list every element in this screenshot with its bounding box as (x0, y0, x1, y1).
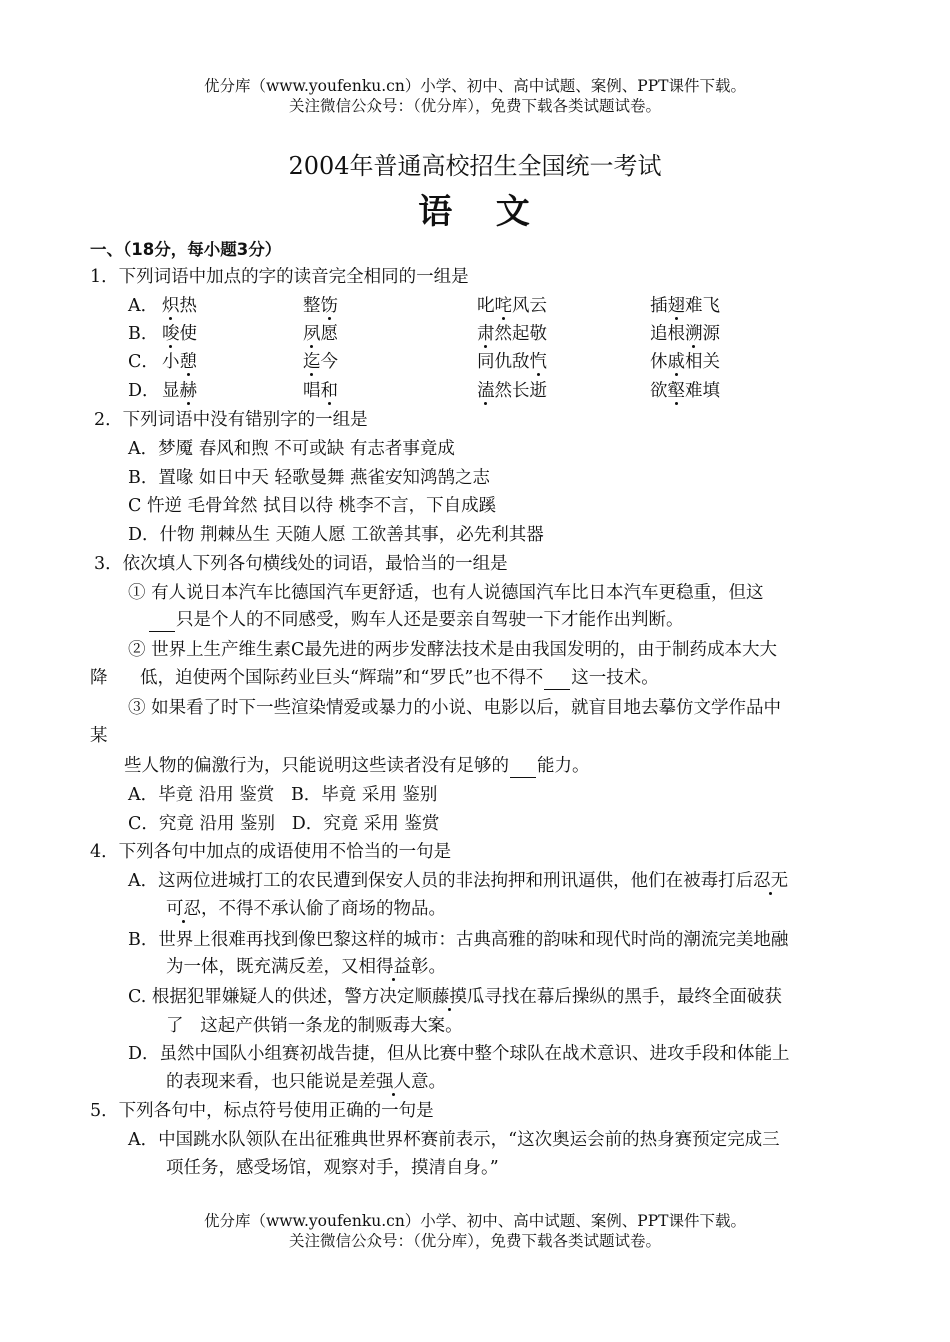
q3-sentence-3-cont: 些人物的偏激行为，只能说明这些读者没有足够的 能力。 (124, 756, 590, 776)
q1-option-c-label: C． (128, 352, 159, 372)
header-line-2: 关注微信公众号：（优分库），免费下载各类试题试卷。 (288, 97, 661, 115)
q4-option-d-cont: 的表现来看，也只能说是差强人意。 (166, 1072, 446, 1092)
q3-sentence-3: ③ 如果看了时下一些渲染情爱或暴力的小说、电影以后，就盲目地去摹仿文学作品中 (128, 698, 782, 718)
q2-option-c: C 忤逆 毛骨耸然 拭目以待 桃李不言，下自成蹊 (128, 496, 497, 516)
q2-option-d: D．什物 荆棘丛生 天随人愿 工欲善其事，必先利其器 (128, 525, 544, 545)
q4-option-a-cont: 可忍，不得不承认偷了商场的物品。 (166, 899, 446, 919)
q4-option-a: A．这两位进城打工的农民遭到保安人员的非法拘押和刑讯逼供，他们在被毒打后忍无 (128, 871, 789, 891)
q3-blank-1[interactable] (149, 613, 175, 632)
q1-option-d-word-1: 显赫 (162, 381, 197, 401)
q3-sentence-3-wrap: 某 (90, 726, 108, 746)
footer-line-1: 优分库（www.youfenku.cn）小学、初中、高中试题、案例、PPT课件下载。 (203, 1212, 747, 1230)
q1-option-c-word-4: 休戚相关 (650, 352, 720, 372)
q1-option-b-word-3: 肃然起敬 (477, 324, 547, 344)
q4-option-d: D．虽然中国队小组赛初战告捷，但从比赛中整个球队在战术意识、进攻手段和体能上 (128, 1044, 790, 1064)
q1-option-c-word-1: 小憩 (162, 352, 197, 372)
q1-option-a-label: A． (128, 296, 159, 316)
q5-stem: 5．下列各句中，标点符号使用正确的一句是 (90, 1101, 434, 1121)
q1-option-a-word-2: 整饬 (303, 296, 338, 316)
q3-options-cd: C．究竟 沿用 鉴别 D．究竟 采用 鉴赏 (128, 814, 440, 834)
q4-option-c: C. 根据犯罪嫌疑人的供述，警方决定顺藤摸瓜寻找在幕后操纵的黑手，最终全面破获 (128, 987, 782, 1007)
q2-stem: 2．下列词语中没有错别字的一组是 (94, 410, 368, 430)
q1-option-a-word-4: 插翅难飞 (650, 296, 720, 316)
q1-option-b-word-2: 夙愿 (303, 324, 338, 344)
q3-stem: 3．依次填人下列各句横线处的词语，最恰当的一组是 (94, 554, 508, 574)
q1-option-c-word-2: 迄今 (303, 352, 338, 372)
q2-option-a: A．梦魇 春风和煦 不可或缺 有志者事竟成 (128, 439, 455, 459)
q1-option-b-word-1: 唆使 (162, 324, 197, 344)
q4-stem: 4．下列各句中加点的成语使用不恰当的一句是 (90, 842, 452, 862)
q4-option-c-cont: 了 这起产供销一条龙的制贩毒大案。 (166, 1016, 463, 1036)
q1-option-d-word-3: 溘然长逝 (477, 381, 547, 401)
q3-blank-2[interactable] (544, 671, 570, 690)
q4-option-b: B．世界上很难再找到像巴黎这样的城市：古典高雅的韵味和现代时尚的潮流完美地融 (128, 930, 789, 950)
q1-stem: 1．下列词语中加点的字的读音完全相同的一组是 (90, 267, 469, 287)
subject-title: 语 文 (418, 192, 532, 232)
q1-option-a-word-1: 炽热 (162, 296, 197, 316)
q1-option-a-word-3: 叱咤风云 (477, 296, 547, 316)
q1-option-c-word-3: 同仇敌忾 (477, 352, 547, 372)
q1-option-d-word-2: 唱和 (303, 381, 338, 401)
q4-option-b-cont: 为一体，既充满反差，又相得益彰。 (166, 957, 446, 977)
q3-sentence-1: ① 有人说日本汽车比德国汽车更舒适，也有人说德国汽车比日本汽车更稳重，但这 (128, 583, 764, 603)
q2-option-b: B．置喙 如日中天 轻歌曼舞 燕雀安知鸿鹄之志 (128, 468, 491, 488)
q5-option-a-cont: 项任务，感受场馆，观察对手，摸清自身。” (166, 1158, 499, 1178)
q1-option-b-label: B． (128, 324, 159, 344)
q5-option-a: A．中国跳水队领队在出征雅典世界杯赛前表示，“这次奥运会前的热身赛预定完成三 (128, 1130, 780, 1150)
q1-option-b-word-4: 追根溯源 (650, 324, 720, 344)
header-line-1: 优分库（www.youfenku.cn）小学、初中、高中试题、案例、PPT课件下载。 (203, 77, 747, 95)
q3-options-ab: A．毕竟 沿用 鉴赏 B．毕竟 采用 鉴别 (128, 785, 438, 805)
q3-sentence-2: ② 世界上生产维生素C最先进的两步发酵法技术是由我国发明的，由于制药成本大大 (128, 640, 777, 660)
q1-option-d-word-4: 欲壑难填 (650, 381, 720, 401)
q1-option-d-label: D． (128, 381, 160, 401)
exam-title: 2004年普通高校招生全国统一考试 (288, 152, 662, 180)
q3-sentence-2-cont: 低，迫使两个国际药业巨头“辉瑞”和“罗氏”也不得不 这一技术。 (140, 668, 659, 688)
section-heading: 一、（18分，每小题3分） (90, 240, 282, 259)
q3-sentence-1-cont: 只是个人的不同感受，购车人还是要亲自驾驶一下才能作出判断。 (148, 608, 684, 632)
footer-line-2: 关注微信公众号：（优分库），免费下载各类试题试卷。 (288, 1232, 661, 1250)
q3-sentence-2-cont-prefix: 降 (90, 668, 108, 688)
q3-blank-3[interactable] (510, 759, 536, 778)
